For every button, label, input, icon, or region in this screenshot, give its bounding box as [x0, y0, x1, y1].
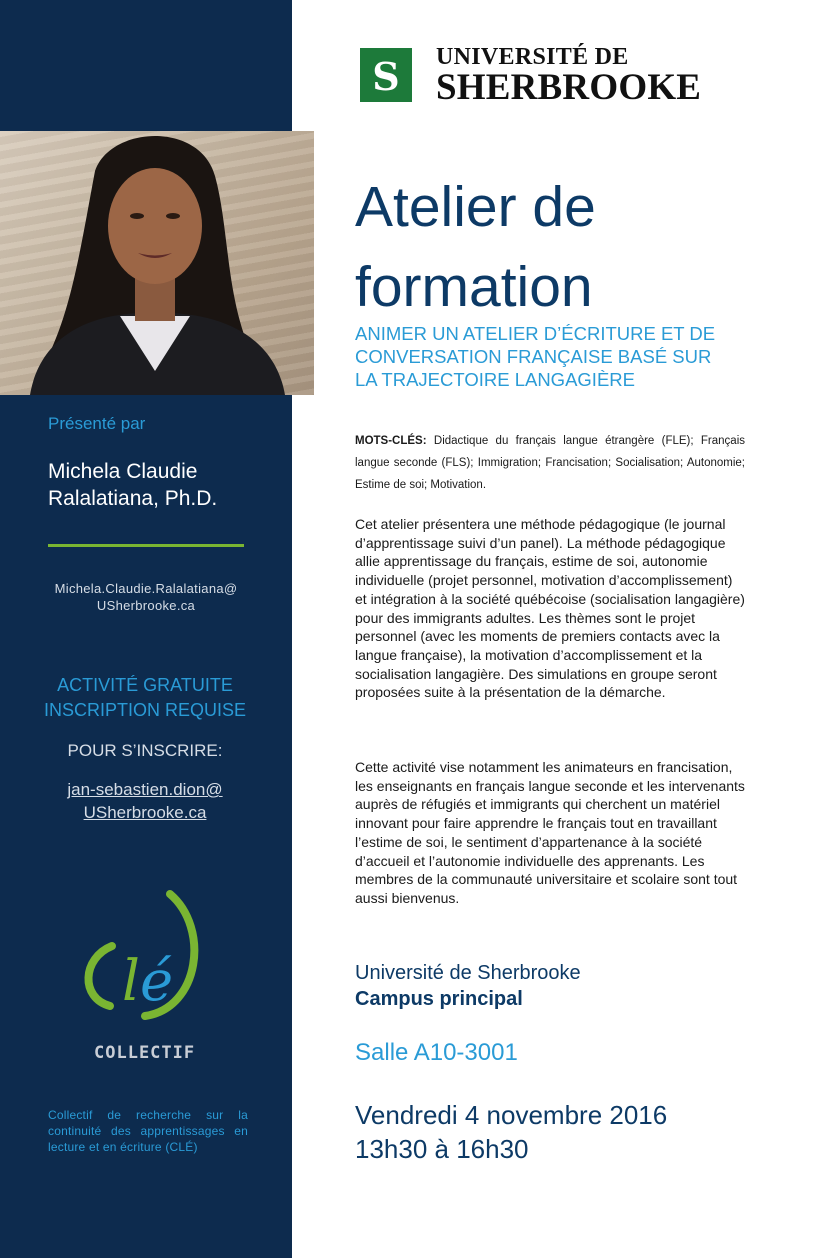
- register-email-line2[interactable]: USherbrooke.ca: [83, 803, 207, 822]
- udes-logo-letter: S: [372, 54, 400, 99]
- title-line1: Atelier de: [355, 175, 596, 239]
- presented-by-label: Présenté par: [48, 414, 146, 433]
- location-campus: Campus principal: [355, 988, 523, 1010]
- presenter-photo: [0, 131, 314, 395]
- cle-collectif-text: COLLECTIF: [94, 1043, 196, 1063]
- cle-collectif-logo: [70, 888, 230, 1068]
- register-label: POUR S’INSCRIRE:: [67, 741, 223, 760]
- location-university: Université de Sherbrooke: [355, 962, 581, 984]
- subtitle-line3: LA TRAJECTOIRE LANGAGIÈRE: [355, 369, 635, 390]
- cle-logo-e: é: [140, 949, 174, 1014]
- page-title: [355, 167, 596, 327]
- presenter-email-line2: USherbrooke.ca: [96, 598, 196, 613]
- register-email-line1[interactable]: jan-sebastien.dion@: [67, 780, 223, 799]
- workshop-subtitle: [355, 322, 755, 391]
- presenter-name-line1: Michela Claudie: [48, 460, 198, 483]
- title-line2: formation: [355, 255, 593, 319]
- divider: [48, 544, 244, 547]
- activity-free-label: ACTIVITÉ GRATUITE: [57, 675, 233, 695]
- event-time: 13h30 à 16h30: [355, 1134, 529, 1164]
- registration-required-label: INSCRIPTION REQUISE: [43, 700, 247, 720]
- keywords-label: MOTS-CLÉS:: [355, 435, 427, 447]
- cle-logo-l: l: [122, 949, 140, 1014]
- udes-logo-mark: [360, 48, 412, 102]
- university-name-line1: UNIVERSITÉ DE: [436, 44, 629, 70]
- presenter-email: [40, 580, 252, 614]
- location-room: Salle A10-3001: [355, 1039, 518, 1066]
- presenter-name: [48, 458, 217, 512]
- keywords-text: Didactique du français langue étrangère (FLE); Français langue seconde (FLS); Immigration; Francisation; Socialisation; Autonomie; Estime de soi; Motivation.: [355, 435, 745, 491]
- description-paragraph-2: Cette activité vise notamment les animateurs en francisation, les enseignants en français langue seconde et les intervenants auprès de réfugiés et immigrants qui cherchent un matériel innovant pour faire apprendre le français tout en travaillant l’estime de soi, le sentiment d’appartenance à la société d’accueil et l’autonomie individuelle des apprenants. Les membres de la communauté universitaire et scolaire sont tout aussi bienvenus.: [355, 759, 745, 906]
- presenter-email-line1: Michela.Claudie.Ralalatiana@: [54, 581, 238, 596]
- keywords: [355, 430, 745, 496]
- subtitle-line2: CONVERSATION FRANÇAISE BASÉ SUR: [355, 346, 712, 367]
- subtitle-line1: ANIMER UN ATELIER D’ÉCRITURE ET DE: [355, 323, 716, 344]
- activity-notice: [20, 673, 270, 723]
- event-date: Vendredi 4 novembre 2016: [355, 1100, 668, 1130]
- university-name-line2: SHERBROOKE: [436, 67, 702, 108]
- presenter-name-line2: Ralalatiana, Ph.D.: [48, 487, 218, 510]
- register-email-link[interactable]: [20, 778, 270, 824]
- collectif-description: Collectif de recherche sur la continuité des apprentissages en lecture et en écriture (CLÉ): [48, 1108, 248, 1154]
- description-paragraph-1: Cet atelier présentera une méthode pédagogique (le journal d’apprentissage suivi d’un panel). La méthode pédagogique allie apprentissage du français, estime de soi, autonomie individuelle (projet personnel, motivation d’accomplissement) et intégration à la société québécoise (socialisation langagière) pour des immigrants adultes. Les thèmes sont le projet personnel (avec les moments de premiers contacts avec la langue française), la motivation d’accomplissement et la socialisation langagière. Des simulations en groupe seront proposées suite à la présentation de la démarche.: [355, 516, 745, 701]
